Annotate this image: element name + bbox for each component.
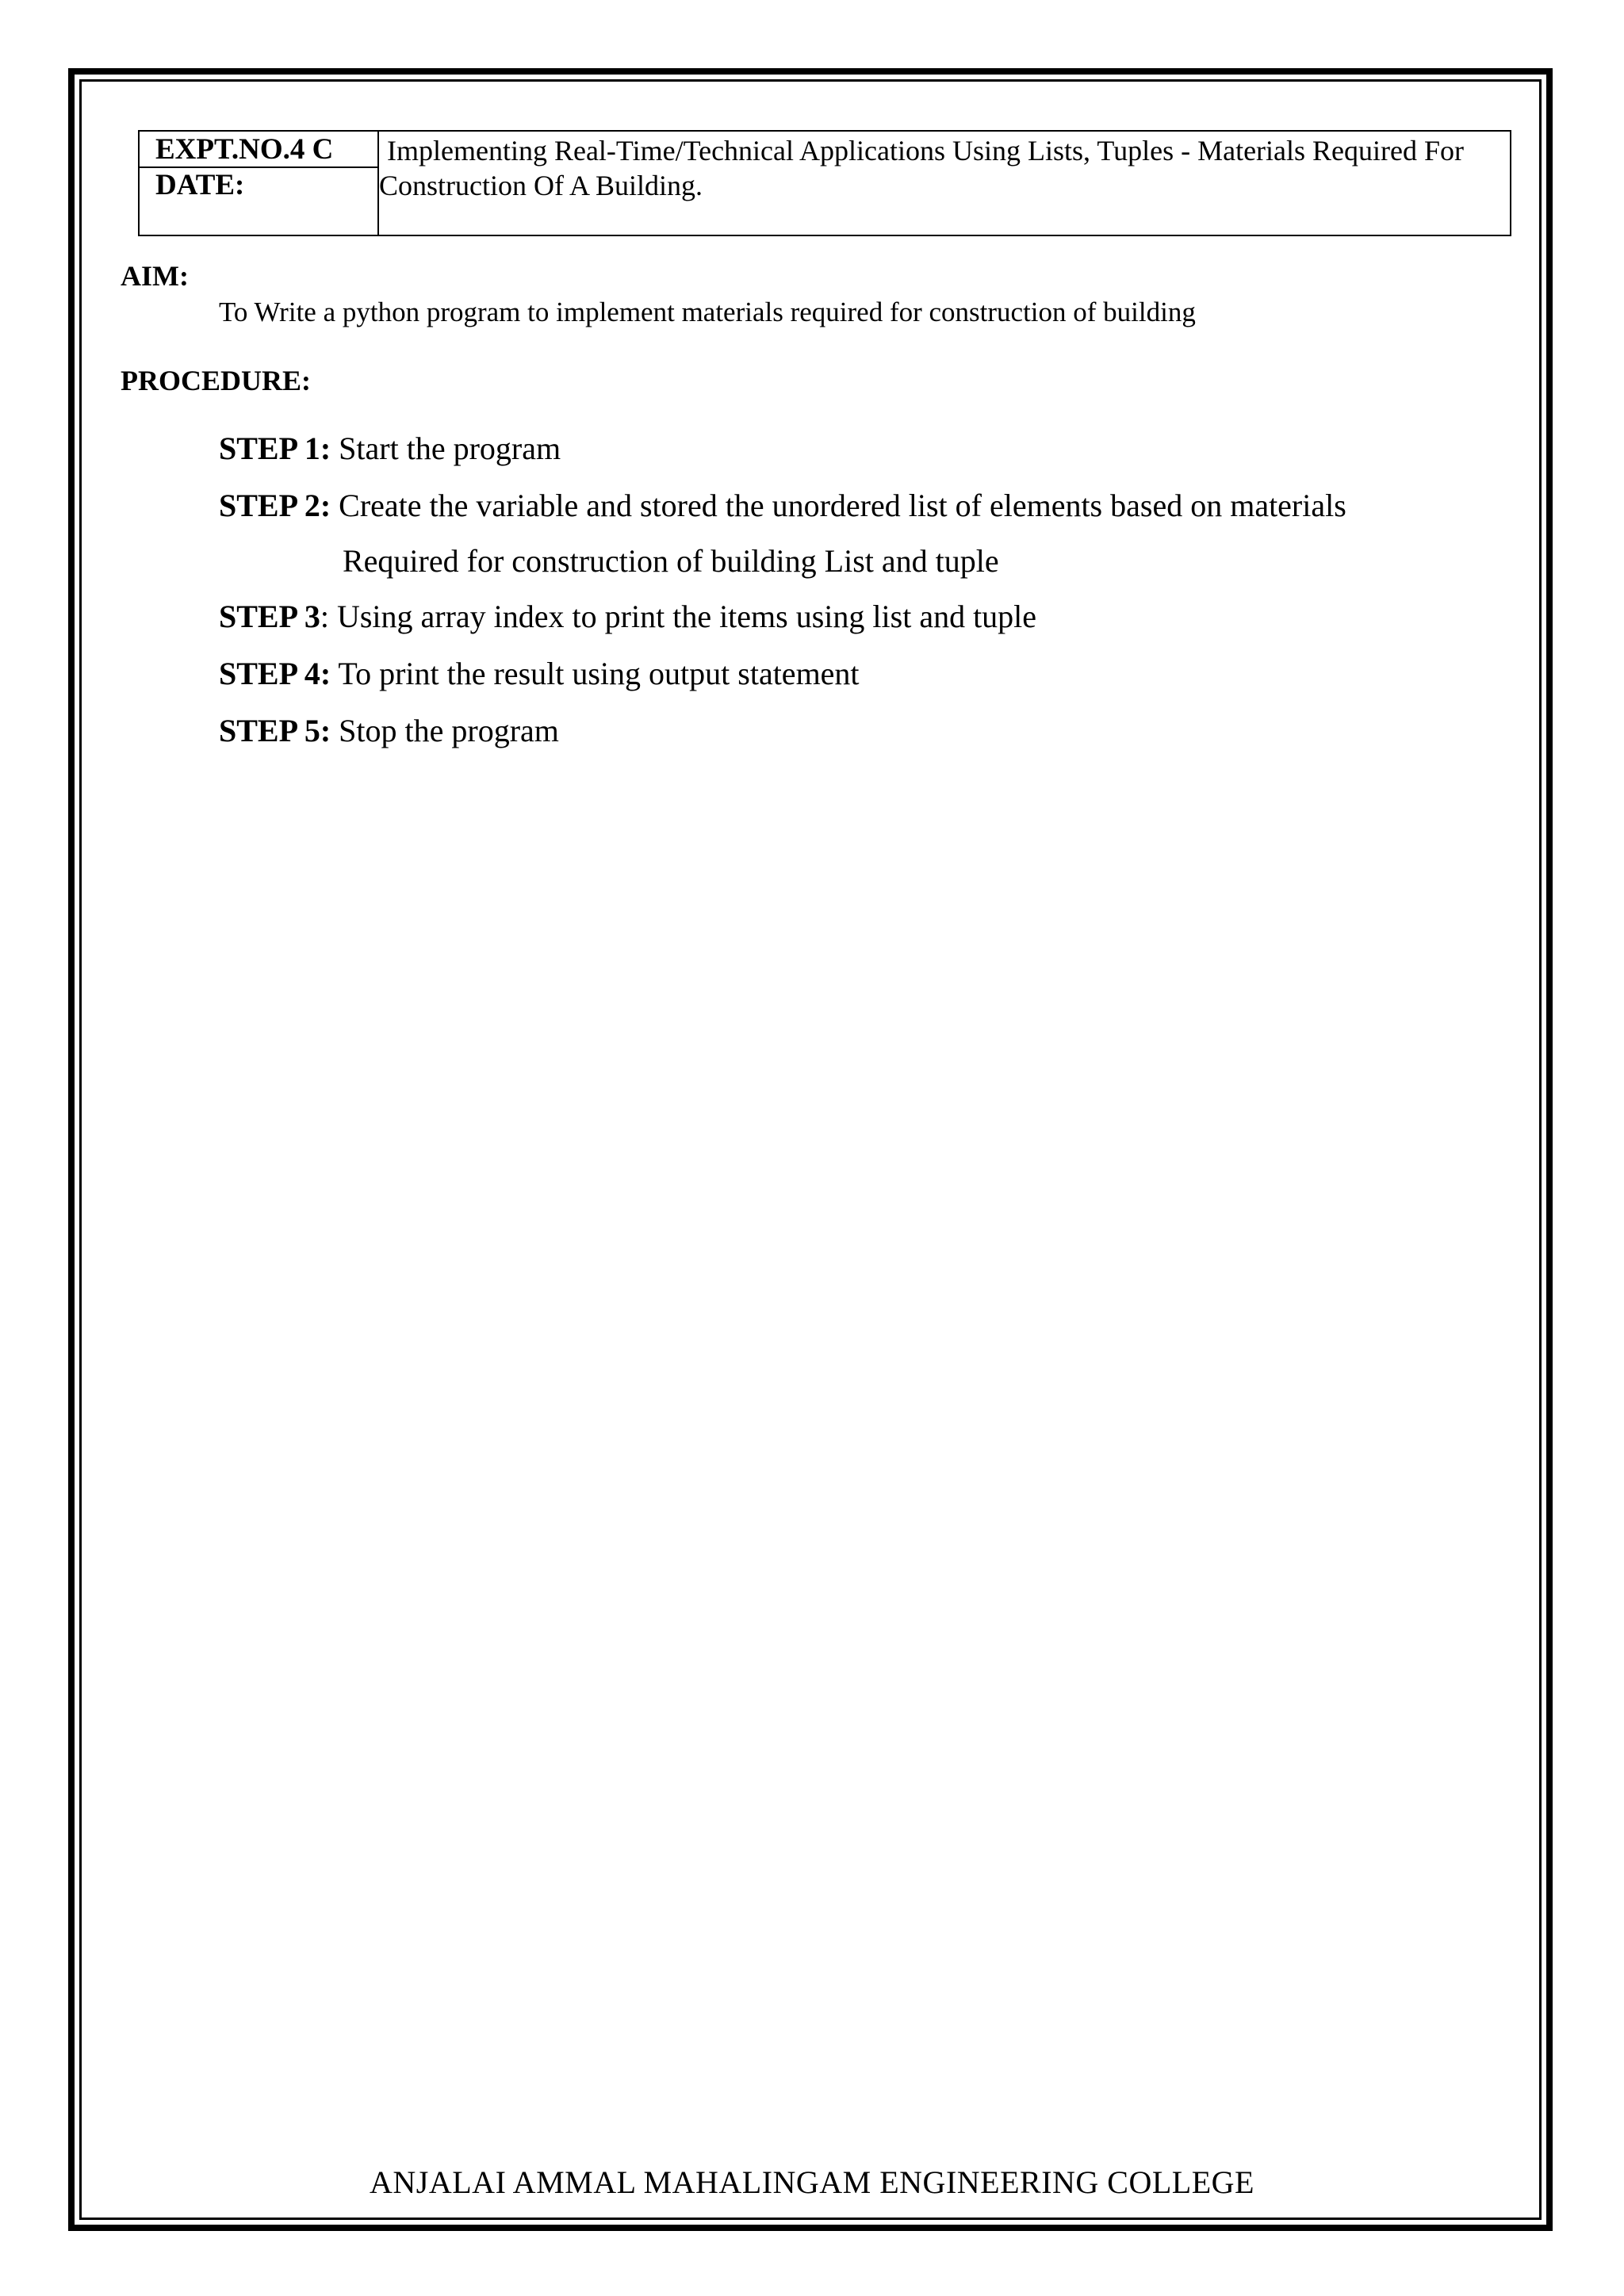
procedure-heading: PROCEDURE: (121, 365, 311, 396)
aim-text: To Write a python program to implement materials required for construction of building (219, 297, 1196, 327)
step-5-text: Stop the program (331, 713, 559, 748)
step-2-text: Create the variable and stored the unordered list of elements based on materials (331, 488, 1346, 523)
step-4-text: To print the result using output statement (331, 656, 860, 691)
date-label: DATE: (155, 169, 245, 201)
procedure-steps (219, 428, 1519, 767)
college-footer: ANJALAI AMMAL MAHALINGAM ENGINEERING COLLEGE (370, 2164, 1254, 2200)
page-border-inner (79, 79, 1542, 2220)
step-2-label: STEP 2: (219, 488, 331, 523)
aim-heading: AIM: (121, 260, 189, 292)
step-1 (219, 428, 1519, 469)
experiment-header-table (138, 130, 1511, 236)
experiment-title: Implementing Real-Time/Technical Applications Using Lists, Tuples - Materials Required For Construction Of A Building. (379, 135, 1464, 201)
step-5-label: STEP 5: (219, 713, 331, 748)
step-4-label: STEP 4: (219, 656, 331, 691)
step-1-label: STEP 1: (219, 430, 331, 466)
step-1-text: Start the program (331, 430, 561, 466)
step-3-label: STEP 3 (219, 599, 320, 634)
step-2-continuation: Required for construction of building List and tuple (343, 543, 999, 579)
step-5 (219, 710, 1519, 752)
step-4 (219, 653, 1519, 695)
step-2 (219, 485, 1519, 526)
experiment-number: EXPT.NO.4 C (155, 133, 334, 166)
step-3 (219, 596, 1519, 637)
step-3-text: : Using array index to print the items using list and tuple (320, 599, 1037, 634)
